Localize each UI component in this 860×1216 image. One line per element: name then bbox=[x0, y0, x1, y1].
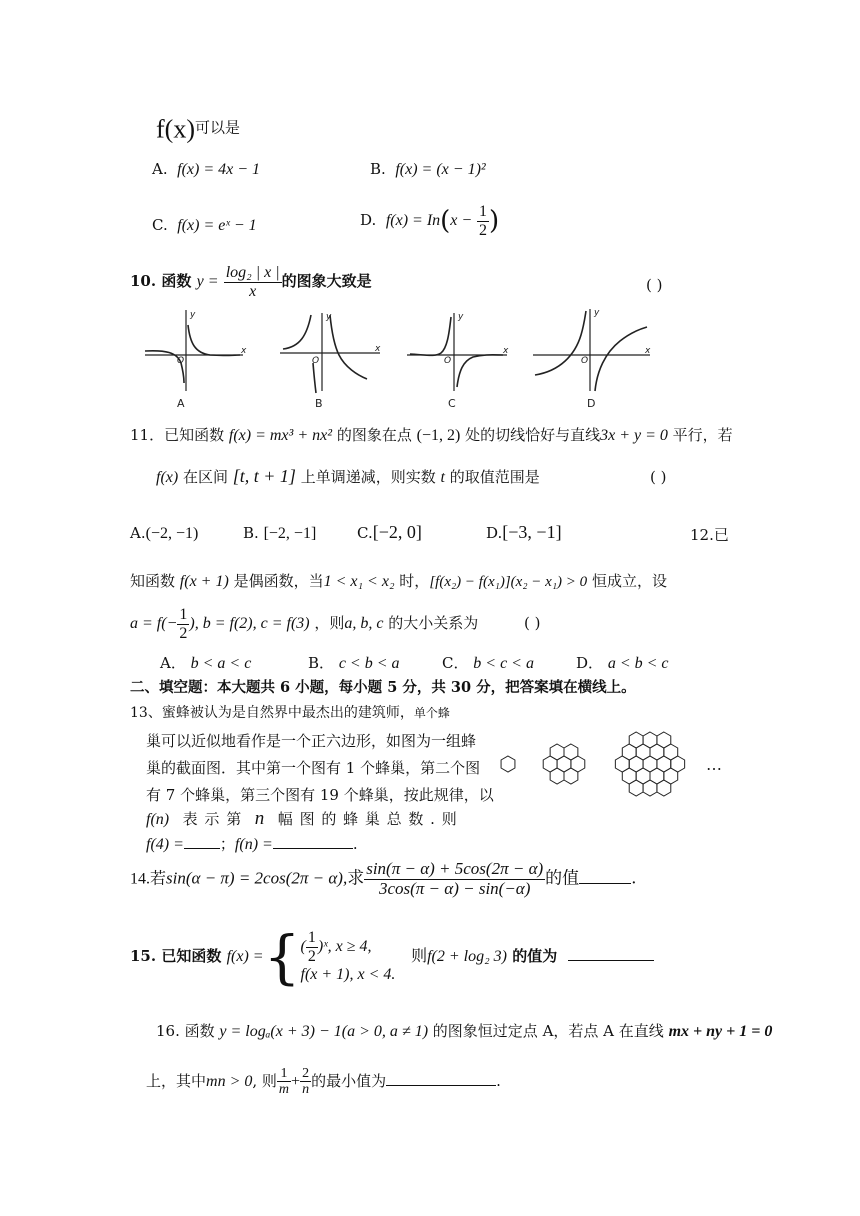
q9-option-d: D. f(x) = In(x − $\frac{1}{2}$ ) bbox=[360, 203, 500, 239]
graph-b-x-label: x bbox=[375, 344, 381, 354]
q9-option-b: B. f(x) = (x − 1)² bbox=[370, 160, 486, 178]
q13-line2: 巢可以近似地看作是一个正六边形，如图为一组蜂 bbox=[146, 732, 477, 750]
q11-option-d: D.[−3, −1] bbox=[486, 522, 562, 542]
q13-ellipsis: … bbox=[706, 755, 722, 774]
q11-line1: 11．已知函数 f(x) = mx³ + nx² 的图象在点 (−1, 2) 处的切线恰好与直线3x + y = 0 平行，若 bbox=[130, 426, 733, 444]
q11-option-b: B. [−2, −1] bbox=[243, 524, 317, 542]
section-2-title: 二、填空题：本大题共 6 小题，每小题 5 分，共 30 分，把答案填在横线上。 bbox=[130, 679, 636, 696]
graph-a-x-label: x bbox=[241, 346, 247, 356]
graph-a-origin-label: O bbox=[177, 356, 185, 366]
graph-c-y-label: y bbox=[458, 312, 464, 322]
graph-d bbox=[533, 309, 650, 391]
q15-line: 15. 已知函数 f(x) ={ ( $\frac{1}{2}$ )ˣ, x ≥ 4, f(x + 1), x < 4. 则f(2 + log₂ 3) 的值为 bbox=[130, 928, 654, 986]
q12-option-c: C． b < c < a bbox=[442, 654, 534, 672]
graph-b-curve-right bbox=[330, 315, 367, 379]
q13-line1: 13、蜜蜂被认为是自然界中最杰出的建筑师，单个蜂 bbox=[130, 705, 450, 721]
graph-c-label: C bbox=[448, 397, 456, 410]
q12-option-b: B． c < b < a bbox=[308, 654, 400, 672]
q9-option-a: A. f(x) = 4x − 1 bbox=[152, 160, 261, 178]
graph-d-curve-right bbox=[595, 327, 647, 391]
graph-b-y-label: y bbox=[326, 312, 332, 322]
q9-stem-tail: 可以是 bbox=[195, 118, 241, 137]
graph-a-y-label: y bbox=[190, 310, 196, 320]
q16-line1: 16. 函数 y = logₐ(x + 3) − 1(a > 0, a ≠ 1) 的图象恒过定点 A，若点 A 在直线 mx + ny + 1 = 0 bbox=[156, 1022, 773, 1040]
q13-answer-blank-1[interactable] bbox=[184, 833, 220, 849]
q13-line6: f(4) = ；f(n) = . bbox=[146, 835, 358, 853]
graph-c bbox=[407, 313, 507, 391]
q11-line2: f(x) 在区间 [t, t + 1] 上单调递减，则实数 t 的取值范围是 bbox=[156, 466, 540, 486]
graph-c-origin-label: O bbox=[444, 356, 452, 366]
q12-answer-paren: ( ) bbox=[524, 614, 541, 632]
figure-2-hexagon-6 bbox=[571, 756, 585, 772]
figure-3-hexagon-18 bbox=[671, 756, 685, 772]
q10-stem: 10. 函数 y = $\frac{\text{log₂ | x |}}{x}$ 的图象大致是 bbox=[130, 264, 372, 300]
q12-option-d: D． a < b < c bbox=[576, 654, 669, 672]
q10-graphs bbox=[135, 305, 660, 413]
figure-1-hexagon-0 bbox=[501, 756, 515, 772]
graph-c-x-label: x bbox=[503, 346, 509, 356]
graph-b-label: B bbox=[315, 397, 323, 410]
q13-honeycomb-figure bbox=[498, 722, 738, 808]
graph-d-x-label: x bbox=[645, 346, 651, 356]
graph-c-curve-left bbox=[410, 317, 451, 355]
graph-b bbox=[280, 313, 380, 393]
graph-d-curve-left bbox=[535, 311, 589, 375]
graph-b-origin-label: O bbox=[312, 356, 320, 366]
q16-line2: 上，其中mn > 0, 则 $\frac{1}{m}$ + $\frac{2}{n}$ 的最小值为 . bbox=[146, 1066, 501, 1098]
q9-fx: f(x) bbox=[156, 114, 196, 143]
q9-option-c: C. f(x) = eˣ − 1 bbox=[152, 216, 257, 234]
graph-a-curve-right bbox=[188, 325, 240, 355]
q13-line4: 有 7 个蜂巢，第三个图有 19 个蜂巢，按此规律，以 bbox=[146, 786, 494, 804]
graph-b-curve-left-bottom bbox=[313, 363, 316, 393]
q13-answer-blank-2[interactable] bbox=[273, 833, 353, 849]
q13-line5: f(n) 表 示 第 n 幅 图 的 蜂 巢 总 数 . 则 bbox=[146, 808, 457, 829]
q12-option-a: A． b < a < c bbox=[160, 654, 252, 672]
q15-answer-blank[interactable] bbox=[568, 945, 654, 961]
q11-option-a: A.(−2, −1) bbox=[130, 524, 199, 542]
graph-a bbox=[145, 310, 243, 391]
q14-line: 14.若sin(α − π) = 2cos(2π − α),求 $\frac{\sin(\pi - \alpha) + 5\cos(2\pi - \alpha)}{3\cos(\pi - \alpha) - \sin(-\alpha)}$ 的值 . bbox=[130, 859, 637, 898]
q13-line3: 巢的截面图．其中第一个图有 1 个蜂巢，第二个图 bbox=[146, 759, 481, 777]
q12-line1: 知函数 f(x + 1) 是偶函数，当1 < x₁ < x₂ 时，[f(x₂) − f(x₁)](x₂ − x₁) > 0 恒成立，设 bbox=[130, 572, 667, 590]
q14-answer-blank[interactable] bbox=[579, 866, 631, 884]
graph-d-origin-label: O bbox=[581, 356, 589, 366]
q11-option-c: C.[−2, 0] bbox=[357, 522, 422, 542]
graph-b-curve-left-top bbox=[283, 315, 311, 349]
graph-d-y-label: y bbox=[594, 308, 600, 318]
q11-answer-paren: ( ) bbox=[650, 468, 667, 486]
graph-d-label: D bbox=[587, 397, 596, 410]
graph-c-curve-right bbox=[457, 355, 503, 387]
q12-number: 12.已 bbox=[690, 526, 729, 544]
q16-answer-blank[interactable] bbox=[386, 1070, 496, 1086]
q10-answer-paren: ( ) bbox=[646, 276, 663, 294]
q9-stem bbox=[156, 114, 240, 144]
graph-a-label: A bbox=[177, 397, 185, 410]
q12-line2: a = f(− $\frac{1}{2}$ ), b = f(2), c = f(3) ，则a, b, c 的大小关系为 bbox=[130, 606, 479, 642]
